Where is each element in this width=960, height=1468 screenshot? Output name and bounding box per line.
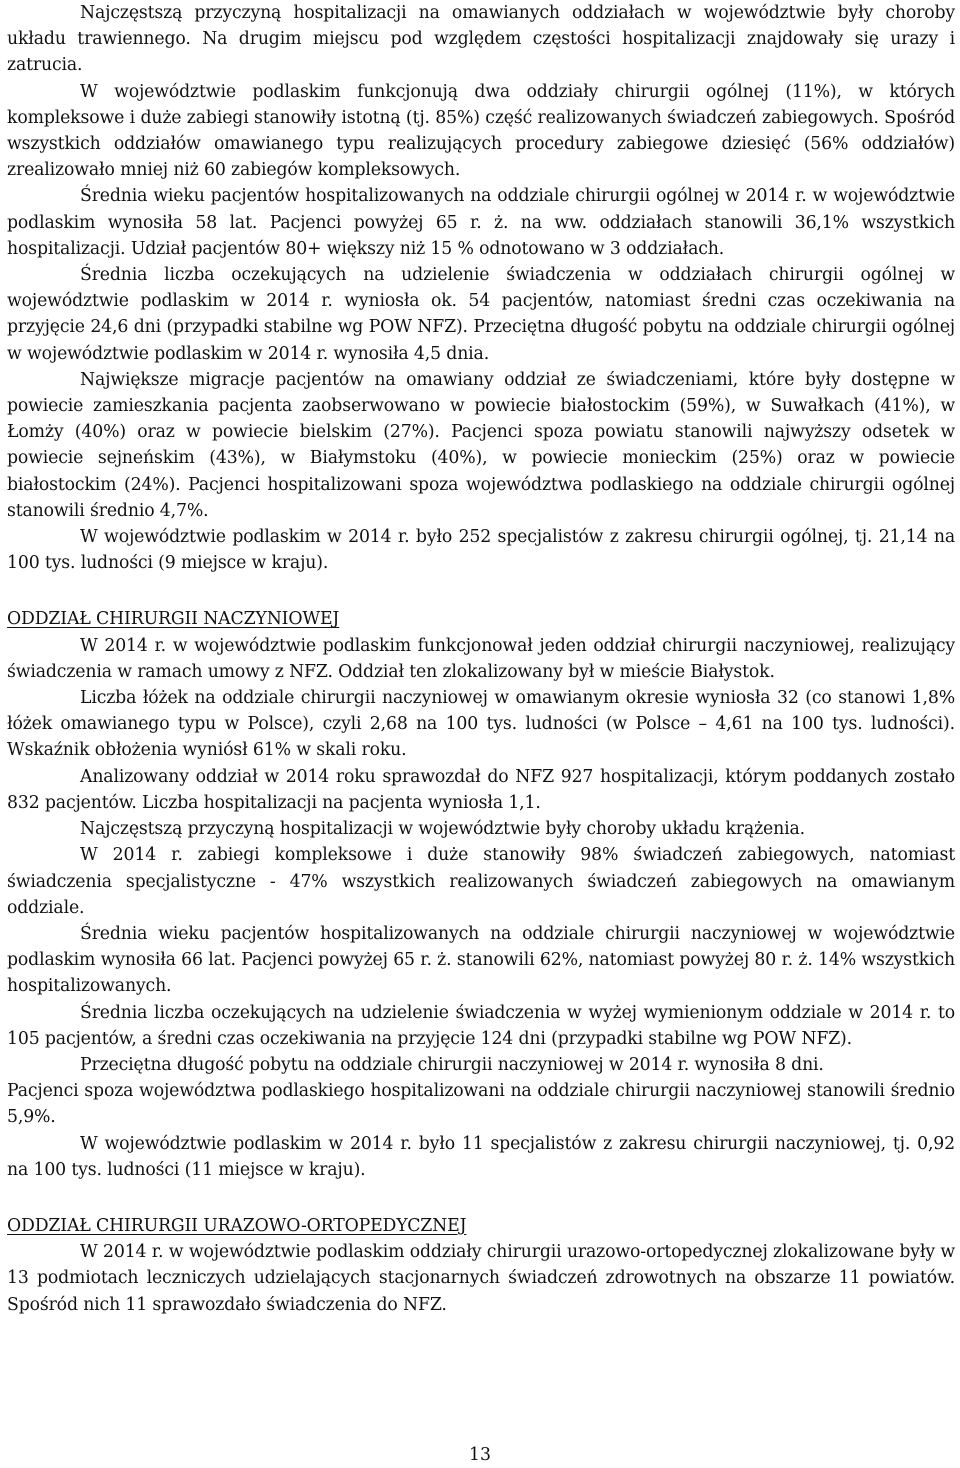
paragraph: W województwie podlaskim w 2014 r. było 11 specjalistów z zakresu chirurgii naczyniowej, tj. 0,92 na 100 tys. ludności (11 miejsce w kraju). <box>7 1133 955 1180</box>
paragraph: W 2014 r. w województwie podlaskim funkcjonował jeden oddział chirurgii naczyniowej, realizujący świadczenia w ramach umowy z NFZ. Oddział ten zlokalizowany był w mieście Białystok. <box>7 635 955 682</box>
document-page <box>7 0 955 1318</box>
paragraph: Pacjenci spoza województwa podlaskiego hospitalizowani na oddziale chirurgii naczyniowej stanowili średnio 5,9%. <box>7 1081 955 1128</box>
page-number: 13 <box>469 1445 491 1465</box>
paragraph: Największe migracje pacjentów na omawiany oddział ze świadczeniami, które były dostępne w powiecie zamieszkania pacjenta zaobserwowano w powiecie białostockim (59%), w Suwałkach (41%), w Łomży (40%) oraz w powiecie bielskim (27%). Pacjenci spoza powiatu stanowili najwyższy odsetek w powiecie sejneńskim (43%), w Białymstoku (40%), w powiecie monieckim (25%) oraz w powiecie białostockim (24%). Pacjenci hospitalizowani spoza województwa podlaskiego na oddziale chirurgii ogólnej stanowili średnio 4,7%. <box>7 369 955 521</box>
paragraph: W 2014 r. zabiegi kompleksowe i duże stanowiły 98% świadczeń zabiegowych, natomiast świadczenia specjalistyczne - 47% wszystkich realizowanych świadczeń zabiegowych na omawianym oddziale. <box>7 845 955 918</box>
paragraph: Najczęstszą przyczyną hospitalizacji w województwie były choroby układu krążenia. <box>80 819 805 840</box>
paragraph: Liczba łóżek na oddziale chirurgii naczyniowej w omawianym okresie wyniosła 32 (co stanowi 1,8% łóżek omawianego typu w Polsce), czyli 2,68 na 100 tys. ludności (w Polsce – 4,61 na 100 tys. ludności). Wskaźnik obłożenia wyniósł 61% w skali roku. <box>7 688 955 761</box>
paragraph: Średnia liczba oczekujących na udzielenie świadczenia w oddziałach chirurgii ogólnej w województwie podlaskim w 2014 r. wyniosła ok. 54 pacjentów, natomiast średni czas oczekiwania na przyjęcie 24,6 dni (przypadki stabilne wg POW NFZ). Przeciętna długość pobytu na oddziale chirurgii ogólnej w województwie podlaskim w 2014 r. wynosiła 4,5 dnia. <box>7 265 955 364</box>
paragraph: W 2014 r. w województwie podlaskim oddziały chirurgii urazowo-ortopedycznej zlokalizowane były w 13 podmiotach leczniczych udzielających stacjonarnych świadczeń zdrowotnych na obszarze 11 powiatów. Spośród nich 11 sprawozdało świadczenia do NFZ. <box>7 1242 955 1315</box>
section-heading-vascular-surgery: ODDZIAŁ CHIRURGII NACZYNIOWEJ <box>7 609 340 630</box>
paragraph: Średnia wieku pacjentów hospitalizowanych na oddziale chirurgii naczyniowej w województwie podlaskim wynosiła 66 lat. Pacjenci powyżej 65 r. ż. stanowili 62%, natomiast powyżej 80 r. ż. 14% wszystkich hospitalizowanych. <box>7 923 955 997</box>
paragraph: Średnia wieku pacjentów hospitalizowanych na oddziale chirurgii ogólnej w 2014 r. w województwie podlaskim wynosiła 58 lat. Pacjenci powyżej 65 r. ż. na ww. oddziałach stanowili 36,1% wszystkich hospitalizacji. Udział pacjentów 80+ większy niż 15 % odnotowano w 3 oddziałach. <box>7 186 955 259</box>
paragraph: W województwie podlaskim funkcjonują dwa oddziały chirurgii ogólnej (11%), w których kompleksowe i duże zabiegi stanowiły istotną (tj. 85%) część realizowanych świadczeń zabiegowych. Spośród wszystkich oddziałów omawianego typu realizujących procedury zabiegowe dziesięć (56% oddziałów) zrealizowało mniej niż 60 zabiegów kompleksowych. <box>7 81 955 181</box>
paragraph: Przeciętna długość pobytu na oddziale chirurgii naczyniowej w 2014 r. wynosiła 8 dni. <box>80 1054 824 1075</box>
paragraph: Analizowany oddział w 2014 roku sprawozdał do NFZ 927 hospitalizacji, którym poddanych zostało 832 pacjentów. Liczba hospitalizacji na pacjenta wyniosła 1,1. <box>7 766 955 813</box>
paragraph: Najczęstszą przyczyną hospitalizacji na omawianych oddziałach w województwie były choroby układu trawiennego. Na drugim miejscu pod względem częstości hospitalizacji znajdowały się urazy i zatrucia. <box>7 3 955 76</box>
paragraph: Średnia liczba oczekujących na udzielenie świadczenia w wyżej wymienionym oddziale w 2014 r. to 105 pacjentów, a średni czas oczekiwania na przyjęcie 124 dni (przypadki stabilne wg POW NFZ). <box>7 1002 955 1049</box>
paragraph: W województwie podlaskim w 2014 r. było 252 specjalistów z zakresu chirurgii ogólnej, tj. 21,14 na 100 tys. ludności (9 miejsce w kraju). <box>7 527 955 574</box>
section-heading-trauma-orthopedic-surgery: ODDZIAŁ CHIRURGII URAZOWO-ORTOPEDYCZNEJ <box>7 1215 467 1236</box>
